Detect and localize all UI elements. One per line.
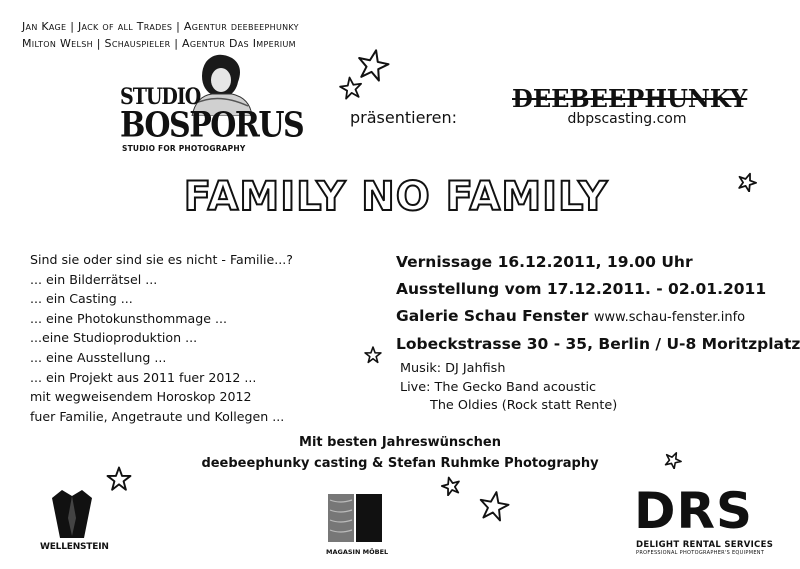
- live-line-2: The Oldies (Rock statt Rente): [430, 398, 618, 413]
- credit-line-2: Milton Welsh | Schauspieler | Agentur Das Imperium: [22, 37, 296, 50]
- deebeephunky-logo: [512, 84, 748, 127]
- wishes-line-2: deebeephunky casting & Stefan Ruhmke Photography: [201, 456, 599, 471]
- description-line: ...eine Studioproduktion ...: [30, 330, 198, 346]
- description-line: Sind sie oder sind sie es nicht - Familie...?: [30, 252, 293, 267]
- drs-subtitle: DELIGHT RENTAL SERVICES: [636, 540, 774, 550]
- description-line: mit wegweisendem Horoskop 2012: [30, 389, 252, 405]
- description-line: ... ein Projekt aus 2011 fuer 2012 ...: [30, 369, 257, 385]
- galerie-line: [396, 303, 800, 331]
- star-icon: [478, 490, 510, 522]
- event-info: [396, 249, 800, 358]
- drs-logo: [630, 482, 780, 558]
- credit-line-1: Jan Kage | Jack of all Trades | Agentur deebeephunky: [22, 20, 299, 33]
- wishes: [100, 432, 700, 474]
- description-line: ... ein Casting ...: [30, 291, 133, 307]
- ausstellung-text: Ausstellung vom 17.12.2011. - 02.01.2011: [396, 280, 767, 298]
- deebeephunky-name: DEEBEEPHUNKY: [512, 84, 748, 113]
- magasin-moebel-logo: [322, 492, 392, 562]
- galerie-name: Galerie Schau Fenster: [396, 307, 589, 325]
- star-icon: [664, 451, 682, 469]
- musik-line: Musik: DJ Jahfish: [400, 361, 506, 376]
- drs-name: DRS: [634, 482, 754, 540]
- live-line: Live: The Gecko Band acoustic: [400, 379, 597, 395]
- music-info: [400, 360, 617, 416]
- wishes-line-1: Mit besten Jahreswünschen: [299, 435, 501, 450]
- drs-subtitle-2: PROFESSIONAL PHOTOGRAPHER'S EQUIPMENT: [636, 550, 765, 556]
- star-icon: [339, 76, 363, 100]
- event-title: FAMILY NO FAMILY: [183, 174, 609, 220]
- description-line: fuer Familie, Angetraute und Kollegen ...: [30, 408, 285, 424]
- magasin-name: MAGASIN MÖBEL: [326, 548, 389, 556]
- studio-bosporus-logo: [118, 52, 304, 156]
- wellenstein-name: WELLENSTEIN: [40, 542, 109, 552]
- description-line: ... ein Bilderrätsel ...: [30, 271, 158, 287]
- wellenstein-logo: [40, 488, 120, 558]
- deebeephunky-url: dbpscasting.com: [567, 111, 687, 127]
- address-text: Lobeckstrasse 30 - 35, Berlin / U-8 Moritzplatz: [396, 335, 800, 353]
- jacket-icon: [50, 488, 94, 540]
- studio-line1: STUDIO: [120, 83, 201, 111]
- description-list: [30, 250, 293, 426]
- studio-tagline: STUDIO FOR PHOTOGRAPHY: [122, 144, 246, 153]
- wood-block-icon: [326, 492, 384, 544]
- credits: [22, 18, 299, 52]
- star-icon: [441, 476, 461, 496]
- star-icon: [737, 172, 757, 192]
- presents-text: präsentieren:: [350, 108, 458, 127]
- star-icon: [364, 346, 382, 364]
- description-line: ... eine Photokunsthommage ...: [30, 310, 227, 326]
- vernissage-text: Vernissage 16.12.2011, 19.00 Uhr: [396, 253, 693, 271]
- galerie-url: www.schau-fenster.info: [593, 310, 746, 325]
- description-line: ... eine Ausstellung ...: [30, 349, 167, 365]
- studio-line2: BOSPORUS: [120, 105, 304, 146]
